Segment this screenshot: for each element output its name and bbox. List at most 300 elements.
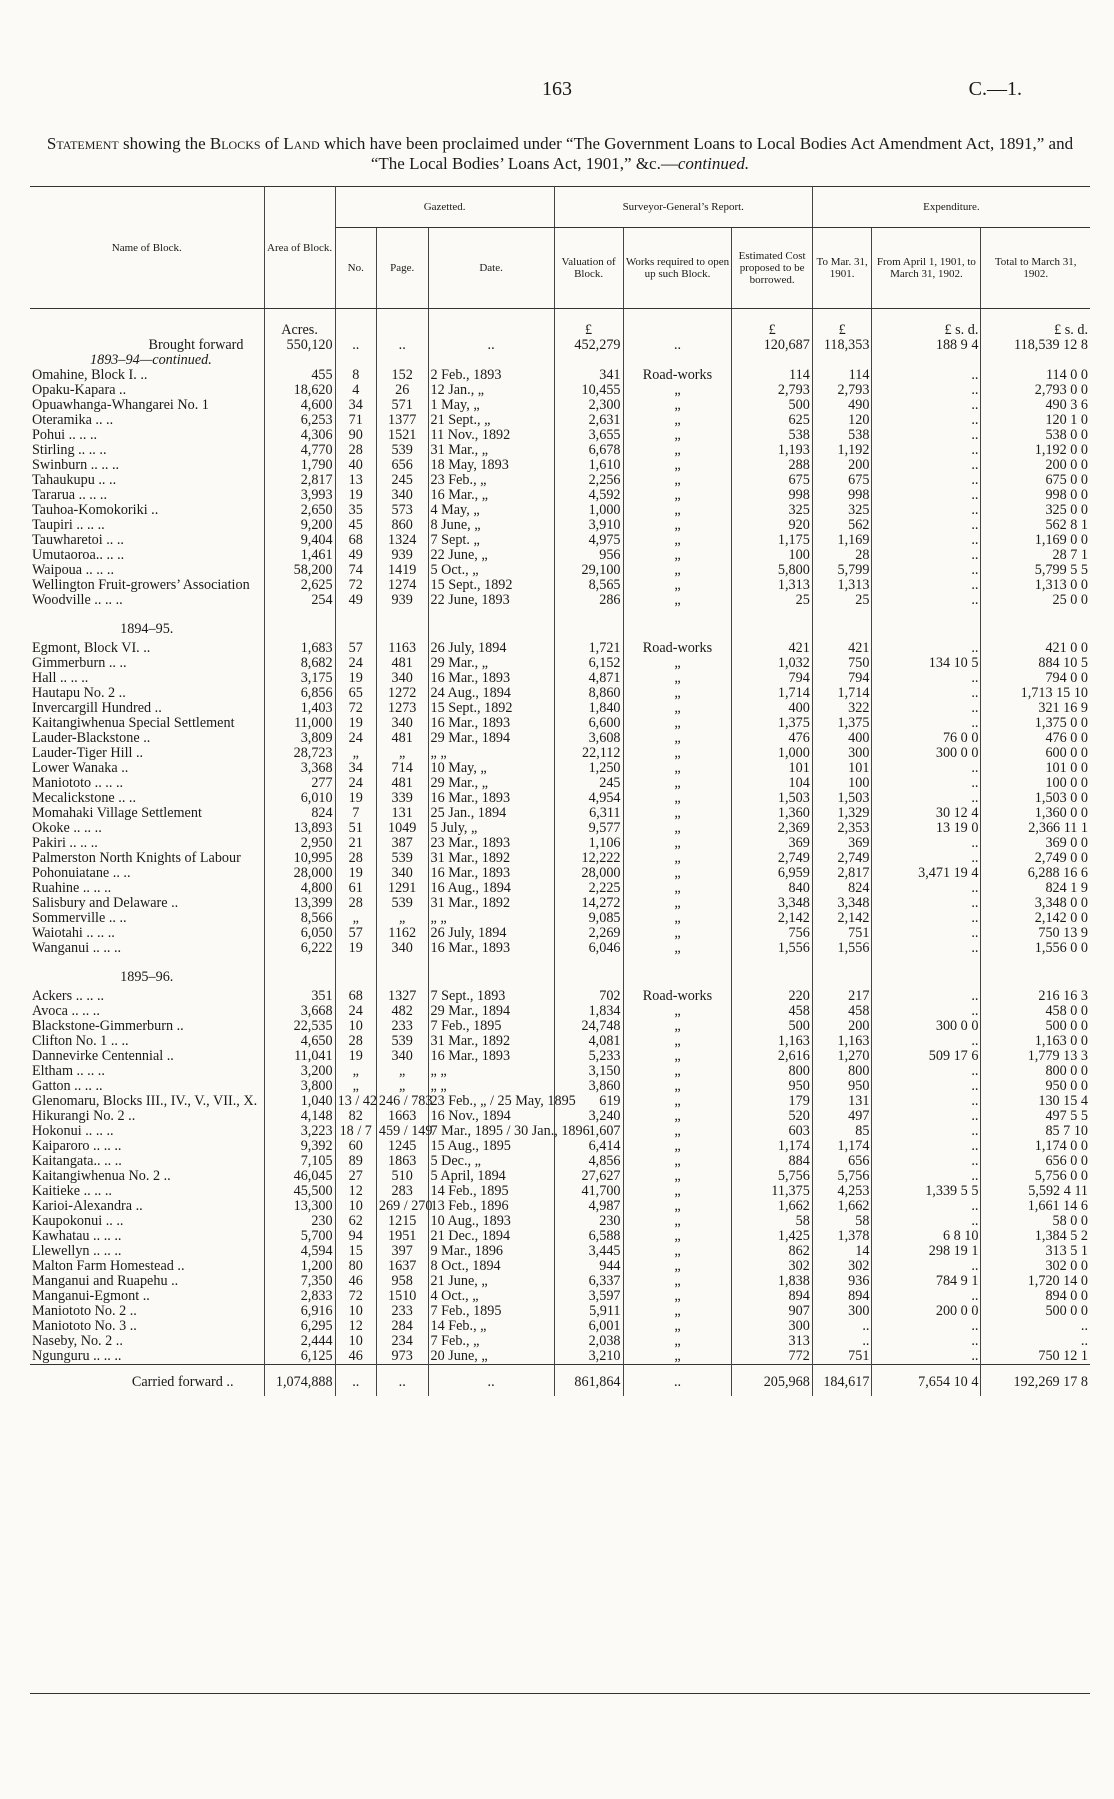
cell-est: 675 (732, 473, 812, 488)
cell-val: 1,250 (554, 761, 623, 776)
table-row (30, 989, 1090, 1004)
table-row (30, 1139, 1090, 1154)
cell-val: 4,081 (554, 1034, 623, 1049)
cell-date: 31 Mar., 1892 (428, 896, 554, 911)
table-row (30, 1274, 1090, 1289)
cell-val: 3,150 (554, 1064, 623, 1079)
cell-total: 1,720 14 0 (981, 1274, 1090, 1289)
cell-works: „ (623, 1289, 732, 1304)
cell-total: 998 0 0 (981, 488, 1090, 503)
cell-from: .. (872, 398, 981, 413)
cell-to: 100 (812, 776, 872, 791)
cell-val: 3,240 (554, 1109, 623, 1124)
cell-to: 2,142 (812, 911, 872, 926)
cell-works: „ (623, 746, 732, 761)
cell-est: 114 (732, 368, 812, 383)
cell-no: 89 (335, 1154, 376, 1169)
cell-works: „ (623, 1229, 732, 1244)
cell-area: 10,995 (264, 851, 335, 866)
cell-works: „ (623, 1244, 732, 1259)
cell-val: 3,445 (554, 1244, 623, 1259)
cell-name: Kaitangiwhenua Special Settlement (32, 715, 235, 731)
cell-from: .. (872, 548, 981, 563)
cell-no: 28 (335, 851, 376, 866)
cell-works: „ (623, 413, 732, 428)
cell-name: Waipoua .. .. .. (32, 562, 114, 578)
cell-from: .. (872, 836, 981, 851)
cell-area: 8,682 (264, 656, 335, 671)
cell-est: 476 (732, 731, 812, 746)
cell-no: „ (335, 911, 376, 926)
cell-no: 15 (335, 1244, 376, 1259)
cell-date: 26 July, 1894 (428, 926, 554, 941)
cell-total: 794 0 0 (981, 671, 1090, 686)
cell-name: Wellington Fruit-growers’ Association (32, 577, 250, 593)
cell-val: 245 (554, 776, 623, 791)
cell-page: 571 (376, 398, 428, 413)
cell-total: 2,793 0 0 (981, 383, 1090, 398)
cell-val: 2,225 (554, 881, 623, 896)
unit-total: £ s. d. (981, 309, 1090, 339)
table-row (30, 428, 1090, 443)
cell-no: 57 (335, 641, 376, 656)
brought-forward-label: Brought forward (148, 337, 244, 353)
bf-total: 118,539 12 8 (981, 338, 1090, 353)
cell-val: 6,311 (554, 806, 623, 821)
cell-name: Maniototo No. 3 .. (32, 1318, 137, 1334)
header-estimated: Estimated Cost proposed to be borrowed. (732, 228, 812, 309)
cell-total: 5,756 0 0 (981, 1169, 1090, 1184)
cell-val: 1,610 (554, 458, 623, 473)
cell-est: 179 (732, 1094, 812, 1109)
cell-no: 7 (335, 806, 376, 821)
cell-from: .. (872, 1139, 981, 1154)
table-row (30, 1019, 1090, 1034)
cell-page: 939 (376, 593, 428, 608)
cell-date: 14 Feb., 1895 (428, 1184, 554, 1199)
cell-page: 973 (376, 1349, 428, 1365)
cell-name: Okoke .. .. .. (32, 820, 102, 836)
cell-works: „ (623, 1139, 732, 1154)
table-row (30, 578, 1090, 593)
cell-to: 1,556 (812, 941, 872, 956)
cell-no: 61 (335, 881, 376, 896)
cell-from: .. (872, 926, 981, 941)
cell-date: 21 Dec., 1894 (428, 1229, 554, 1244)
cell-name: Wanganui .. .. .. (32, 940, 122, 956)
cf-from: 7,654 10 4 (872, 1365, 981, 1397)
cell-name: Gimmerburn .. .. (32, 655, 127, 671)
cf-val: 861,864 (554, 1365, 623, 1397)
cell-from: 76 0 0 (872, 731, 981, 746)
cell-to: 1,174 (812, 1139, 872, 1154)
cell-total: 369 0 0 (981, 836, 1090, 851)
cell-to: 120 (812, 413, 872, 428)
cell-area: 6,856 (264, 686, 335, 701)
cell-total: 894 0 0 (981, 1289, 1090, 1304)
cell-est: 625 (732, 413, 812, 428)
cell-total: 1,556 0 0 (981, 941, 1090, 956)
header-area: Area of Block. (264, 187, 335, 309)
cell-works: „ (623, 1199, 732, 1214)
cell-val: 9,085 (554, 911, 623, 926)
cell-page: 656 (376, 458, 428, 473)
cell-est: 2,749 (732, 851, 812, 866)
table-row (30, 548, 1090, 563)
cell-from: .. (872, 518, 981, 533)
table-row (30, 701, 1090, 716)
table-row (30, 821, 1090, 836)
cell-no: 51 (335, 821, 376, 836)
cell-date: 21 June, „ (428, 1274, 554, 1289)
cell-works: „ (623, 1184, 732, 1199)
cell-no: 68 (335, 533, 376, 548)
cell-no: 62 (335, 1214, 376, 1229)
cf-date: .. (428, 1365, 554, 1397)
cell-est: 1,000 (732, 746, 812, 761)
cell-name: Lauder-Blackstone .. (32, 730, 151, 746)
cell-from: .. (872, 716, 981, 731)
cell-from: .. (872, 989, 981, 1004)
cell-date: 31 Mar., „ (428, 443, 554, 458)
cell-date: 15 Aug., 1895 (428, 1139, 554, 1154)
cell-est: 58 (732, 1214, 812, 1229)
cell-area: 2,833 (264, 1289, 335, 1304)
cell-name: Llewellyn .. .. .. (32, 1243, 122, 1259)
cell-page: 539 (376, 896, 428, 911)
cell-page: 1273 (376, 701, 428, 716)
cell-name: Hall .. .. .. (32, 670, 89, 686)
cell-est: 458 (732, 1004, 812, 1019)
table-row (30, 1109, 1090, 1124)
cell-total: .. (981, 1319, 1090, 1334)
cell-no: 72 (335, 701, 376, 716)
cell-to: 1,163 (812, 1034, 872, 1049)
cell-area: 3,800 (264, 1079, 335, 1094)
cell-page: 233 (376, 1019, 428, 1034)
statement-title (40, 134, 1080, 174)
carried-forward-label: Carried forward .. (131, 1374, 234, 1390)
cell-page: 860 (376, 518, 428, 533)
cell-to: 750 (812, 656, 872, 671)
cell-date: 7 Feb., 1895 (428, 1019, 554, 1034)
cell-val: 4,856 (554, 1154, 623, 1169)
cell-total: 5,799 5 5 (981, 563, 1090, 578)
cell-from: .. (872, 701, 981, 716)
cell-page: 481 (376, 731, 428, 746)
cell-name: Pohonuiatane .. .. (32, 865, 131, 881)
cell-date: 7 Sept. „ (428, 533, 554, 548)
cell-name: Mecalickstone .. .. (32, 790, 137, 806)
cell-date: 24 Aug., 1894 (428, 686, 554, 701)
cell-to: 14 (812, 1244, 872, 1259)
cell-val: 41,700 (554, 1184, 623, 1199)
cell-total: 2,142 0 0 (981, 911, 1090, 926)
cell-from: .. (872, 851, 981, 866)
cell-val: 1,721 (554, 641, 623, 656)
cell-date: 5 July, „ (428, 821, 554, 836)
cell-name: Umutaoroa.. .. .. (32, 547, 125, 563)
cell-total: 85 7 10 (981, 1124, 1090, 1139)
cell-name: Stirling .. .. .. (32, 442, 107, 458)
cell-date: 4 May, „ (428, 503, 554, 518)
cell-page: 1215 (376, 1214, 428, 1229)
cell-page: 1162 (376, 926, 428, 941)
cell-to: .. (812, 1319, 872, 1334)
cell-date: 31 Mar., 1892 (428, 1034, 554, 1049)
cell-page: 1510 (376, 1289, 428, 1304)
cell-total: 114 0 0 (981, 368, 1090, 383)
cell-total: 1,174 0 0 (981, 1139, 1090, 1154)
cell-date: 5 Dec., „ (428, 1154, 554, 1169)
cell-from: .. (872, 1214, 981, 1229)
cell-page: 340 (376, 941, 428, 956)
cell-date: 10 Aug., 1893 (428, 1214, 554, 1229)
cell-to: 101 (812, 761, 872, 776)
cell-no: 80 (335, 1259, 376, 1274)
cell-works: „ (623, 548, 732, 563)
brought-forward-row (30, 338, 1090, 353)
cell-date: 10 May, „ (428, 761, 554, 776)
table-row (30, 533, 1090, 548)
cell-name: Hikurangi No. 2 .. (32, 1108, 136, 1124)
cell-to: 400 (812, 731, 872, 746)
cell-total: 950 0 0 (981, 1079, 1090, 1094)
cell-no: 72 (335, 578, 376, 593)
cell-val: 8,860 (554, 686, 623, 701)
title-continued: continued. (677, 154, 750, 173)
cell-no: 35 (335, 503, 376, 518)
cell-val: 944 (554, 1259, 623, 1274)
cell-works: „ (623, 488, 732, 503)
cf-no: .. (335, 1365, 376, 1397)
cell-date: „ „ (428, 1079, 554, 1094)
cell-to: 1,503 (812, 791, 872, 806)
cell-from: 30 12 4 (872, 806, 981, 821)
cell-works: „ (623, 1304, 732, 1319)
cell-val: 1,840 (554, 701, 623, 716)
cell-total: 675 0 0 (981, 473, 1090, 488)
cell-to: 656 (812, 1154, 872, 1169)
cell-works: „ (623, 563, 732, 578)
cell-val: 6,337 (554, 1274, 623, 1289)
cell-to: 217 (812, 989, 872, 1004)
cell-page: 481 (376, 776, 428, 791)
cell-page: 283 (376, 1184, 428, 1199)
cell-area: 13,300 (264, 1199, 335, 1214)
table-row (30, 851, 1090, 866)
cell-page: 539 (376, 1034, 428, 1049)
cell-area: 824 (264, 806, 335, 821)
bf-no: .. (335, 338, 376, 353)
cell-page: 1521 (376, 428, 428, 443)
cell-est: 800 (732, 1064, 812, 1079)
cell-no: 34 (335, 398, 376, 413)
cell-name: Kaupokonui .. .. (32, 1213, 124, 1229)
table-row (30, 1259, 1090, 1274)
cell-to: 200 (812, 458, 872, 473)
cell-date: „ „ (428, 911, 554, 926)
cell-from: .. (872, 1004, 981, 1019)
cell-area: 277 (264, 776, 335, 791)
cell-val: 6,600 (554, 716, 623, 731)
cell-est: 101 (732, 761, 812, 776)
cell-val: 6,001 (554, 1319, 623, 1334)
cell-from: .. (872, 1109, 981, 1124)
cell-est: 603 (732, 1124, 812, 1139)
cell-works: „ (623, 1109, 732, 1124)
cell-area: 6,222 (264, 941, 335, 956)
cell-from: .. (872, 911, 981, 926)
cell-no: 19 (335, 791, 376, 806)
cell-page: 397 (376, 1244, 428, 1259)
cell-val: 5,911 (554, 1304, 623, 1319)
cell-area: 1,403 (264, 701, 335, 716)
unit-from: £ s. d. (872, 309, 981, 339)
cell-page: „ (376, 1079, 428, 1094)
cell-from: .. (872, 776, 981, 791)
cell-no: 49 (335, 593, 376, 608)
cell-date: 14 Feb., „ (428, 1319, 554, 1334)
cell-total: 500 0 0 (981, 1304, 1090, 1319)
cell-works: „ (623, 533, 732, 548)
cell-name: Kaitangata.. .. .. (32, 1153, 122, 1169)
cell-area: 28,000 (264, 866, 335, 881)
cell-date: 21 Sept., „ (428, 413, 554, 428)
cell-date: 16 Mar., 1893 (428, 791, 554, 806)
cell-no: 18 / 7 (335, 1124, 376, 1139)
cell-name: Hokonui .. .. .. (32, 1123, 114, 1139)
cell-date: „ „ (428, 746, 554, 761)
cell-est: 538 (732, 428, 812, 443)
header-no: No. (335, 228, 376, 309)
cell-page: 481 (376, 656, 428, 671)
cf-page: .. (376, 1365, 428, 1397)
cell-val: 3,910 (554, 518, 623, 533)
cell-to: 562 (812, 518, 872, 533)
cell-area: 5,700 (264, 1229, 335, 1244)
cell-no: „ (335, 1079, 376, 1094)
header-total: Total to March 31, 1902. (981, 228, 1090, 309)
cell-from: .. (872, 1319, 981, 1334)
cell-est: 5,800 (732, 563, 812, 578)
cell-date: 26 July, 1894 (428, 641, 554, 656)
cell-date: 7 Feb., 1895 (428, 1304, 554, 1319)
bf-from: 188 9 4 (872, 338, 981, 353)
cell-est: 1,503 (732, 791, 812, 806)
cell-to: 936 (812, 1274, 872, 1289)
cell-val: 1,106 (554, 836, 623, 851)
cell-to: 1,169 (812, 533, 872, 548)
cell-date: 2 Feb., 1893 (428, 368, 554, 383)
table-row (30, 1229, 1090, 1244)
cell-val: 2,269 (554, 926, 623, 941)
header-works: Works required to open up such Block. (623, 228, 732, 309)
cell-to: 894 (812, 1289, 872, 1304)
cell-page: 1245 (376, 1139, 428, 1154)
cell-total: 538 0 0 (981, 428, 1090, 443)
cell-val: 230 (554, 1214, 623, 1229)
cell-val: 6,678 (554, 443, 623, 458)
cell-total: 824 1 9 (981, 881, 1090, 896)
table-row (30, 1319, 1090, 1334)
cell-to: 131 (812, 1094, 872, 1109)
cell-page: „ (376, 911, 428, 926)
cell-date: 25 Jan., 1894 (428, 806, 554, 821)
cell-page: 714 (376, 761, 428, 776)
cell-val: 619 (554, 1094, 623, 1109)
cell-area: 1,461 (264, 548, 335, 563)
cell-works: „ (623, 1274, 732, 1289)
cell-name: Ruahine .. .. .. (32, 880, 112, 896)
cell-val: 2,256 (554, 473, 623, 488)
cell-page: 1663 (376, 1109, 428, 1124)
cell-total: 497 5 5 (981, 1109, 1090, 1124)
cell-to: 497 (812, 1109, 872, 1124)
cell-no: 49 (335, 548, 376, 563)
cell-name: Sommerville .. .. (32, 910, 127, 926)
cell-total: 1,661 14 6 (981, 1199, 1090, 1214)
cell-total: 1,192 0 0 (981, 443, 1090, 458)
cell-from: .. (872, 1079, 981, 1094)
header-gazetted: Gazetted. (335, 187, 554, 228)
cell-no: 46 (335, 1274, 376, 1289)
cell-page: 233 (376, 1304, 428, 1319)
sub-heading-row (30, 353, 1090, 368)
cell-name: Tararua .. .. .. (32, 487, 108, 503)
cf-total: 192,269 17 8 (981, 1365, 1090, 1397)
cell-to: 538 (812, 428, 872, 443)
section-heading-row (30, 608, 1090, 641)
cell-date: 16 Mar., 1893 (428, 716, 554, 731)
blocks-table (30, 186, 1090, 1396)
table-row (30, 443, 1090, 458)
cell-total: 600 0 0 (981, 746, 1090, 761)
cell-est: 1,375 (732, 716, 812, 731)
cell-name: Naseby, No. 2 .. (32, 1333, 123, 1349)
cell-area: 2,817 (264, 473, 335, 488)
cell-total: 2,366 11 1 (981, 821, 1090, 836)
cell-works: „ (623, 686, 732, 701)
cell-val: 956 (554, 548, 623, 563)
cell-from: .. (872, 1154, 981, 1169)
cell-est: 325 (732, 503, 812, 518)
cell-page: 246 / 783 (376, 1094, 428, 1109)
cell-name: Hautapu No. 2 .. (32, 685, 126, 701)
cell-date: 16 Mar., 1893 (428, 941, 554, 956)
cell-val: 29,100 (554, 563, 623, 578)
cell-est: 907 (732, 1304, 812, 1319)
cell-no: 10 (335, 1019, 376, 1034)
cell-to: .. (812, 1334, 872, 1349)
cell-est: 302 (732, 1259, 812, 1274)
cell-page: 269 / 270 (376, 1199, 428, 1214)
cell-total: 421 0 0 (981, 641, 1090, 656)
cell-to: 302 (812, 1259, 872, 1274)
cell-area: 6,253 (264, 413, 335, 428)
cell-area: 45,500 (264, 1184, 335, 1199)
cell-works: „ (623, 458, 732, 473)
cell-val: 3,655 (554, 428, 623, 443)
cell-area: 46,045 (264, 1169, 335, 1184)
cell-name: Invercargill Hundred .. (32, 700, 162, 716)
cell-to: 322 (812, 701, 872, 716)
cell-val: 286 (554, 593, 623, 608)
table-row (30, 593, 1090, 608)
cell-no: 19 (335, 671, 376, 686)
table-row (30, 1094, 1090, 1109)
cell-area: 7,350 (264, 1274, 335, 1289)
